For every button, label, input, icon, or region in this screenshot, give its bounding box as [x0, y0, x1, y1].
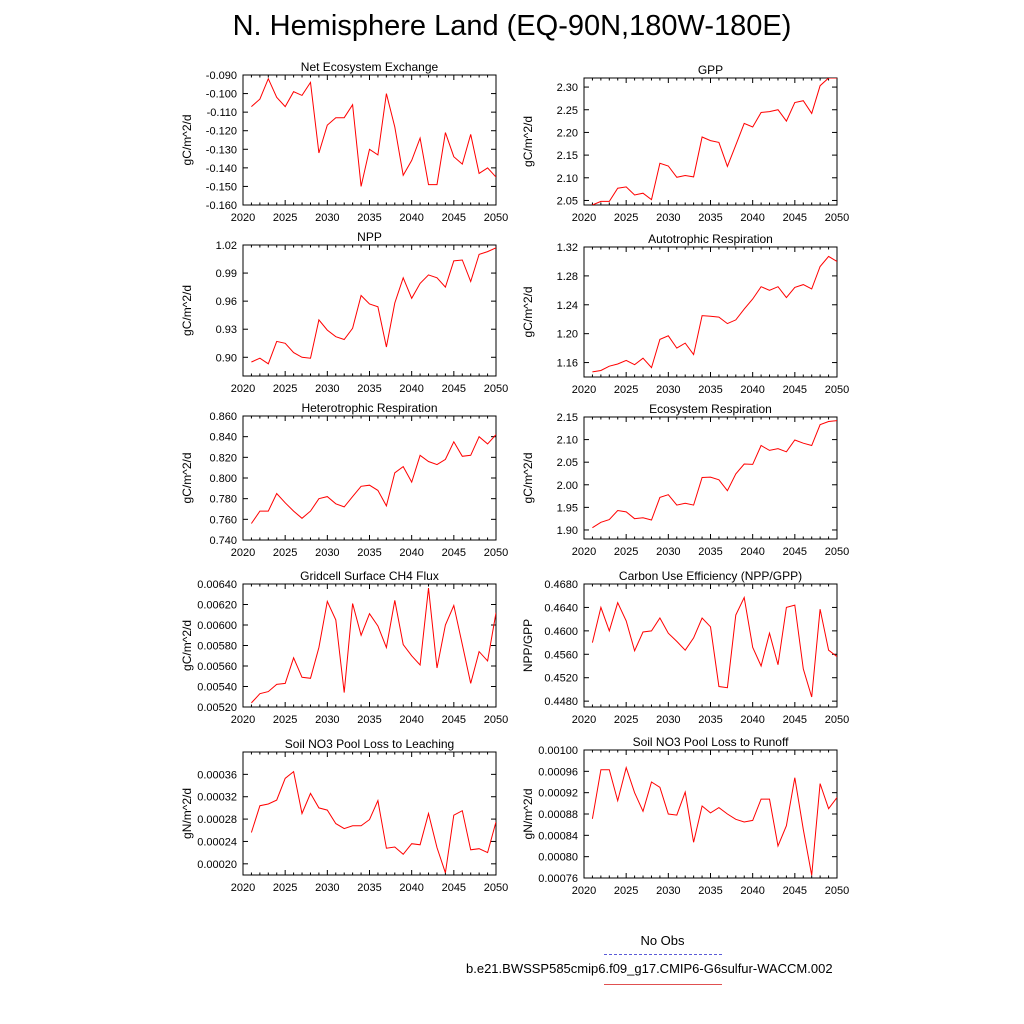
panel-4-series-line: [592, 256, 837, 372]
panel-2-ytick-label: 2.30: [556, 82, 578, 95]
panel-1-ytick-label: -0.100: [205, 88, 237, 101]
panel-9-xtick-label: 2040: [399, 882, 424, 894]
panel-7-xtick-label: 2050: [483, 714, 509, 726]
panel-7-xtick-label: 2040: [399, 714, 424, 726]
panel-3-ytick-label: 0.96: [215, 296, 237, 309]
panel-10-ylabel: gN/m^2/d: [521, 788, 535, 840]
panel-9-xtick-label: 2050: [483, 882, 509, 894]
panel-2-ylabel: gC/m^2/d: [521, 116, 535, 167]
panel-3-title: NPP: [357, 230, 382, 244]
panel-2-ytick-label: 2.20: [556, 127, 578, 140]
panel-7-xtick-label: 2035: [357, 714, 382, 726]
panel-9-ytick-label: 0.00020: [197, 858, 237, 871]
panel-5: [180, 401, 508, 559]
panel-8-xtick-label: 2045: [782, 714, 808, 726]
panel-6-xtick-label: 2050: [824, 546, 850, 558]
panel-10-xtick-label: 2050: [824, 885, 850, 897]
panel-10-xtick-label: 2040: [740, 885, 765, 897]
panel-3-xtick-label: 2035: [357, 383, 382, 395]
panel-8-title: Carbon Use Efficiency (NPP/GPP): [618, 569, 803, 583]
panel-2-ytick-label: 2.25: [556, 104, 578, 117]
panel-8-ytick-label: 0.4520: [544, 672, 578, 685]
panel-8-ytick-label: 0.4640: [544, 602, 578, 615]
panel-2-xtick-label: 2050: [824, 212, 850, 224]
panel-2-ytick-label: 2.10: [556, 172, 578, 185]
panel-7-xtick-label: 2025: [272, 714, 298, 726]
panel-4-ytick-label: 1.24: [556, 299, 578, 312]
panel-10-xtick-label: 2020: [571, 885, 597, 897]
panel-9-xtick-label: 2020: [230, 882, 256, 894]
panel-7-frame: [243, 584, 496, 707]
panel-7-ytick-label: 0.00600: [197, 620, 237, 632]
panel-3-xtick-label: 2030: [315, 383, 340, 395]
panel-2-xtick-label: 2025: [613, 212, 639, 224]
panel-7-ytick-label: 0.00520: [197, 702, 237, 714]
panel-6-xtick-label: 2045: [782, 546, 808, 558]
panel-5-title: Heterotrophic Respiration: [301, 401, 438, 415]
panel-4-xtick-label: 2035: [698, 384, 723, 396]
panel-4-xtick-label: 2040: [740, 384, 765, 396]
panel-8-ytick-label: 0.4560: [544, 649, 578, 662]
panel-10-series-line: [592, 768, 837, 876]
panel-1-ytick-label: -0.150: [205, 181, 237, 194]
panel-2-ytick-label: 2.15: [556, 150, 578, 163]
panel-6-ylabel: gC/m^2/d: [521, 452, 535, 504]
panel-2-title: GPP: [697, 63, 724, 77]
legend-obs-label: No Obs: [640, 933, 685, 948]
panel-6-xtick-label: 2035: [698, 546, 723, 558]
panel-1-xtick-label: 2020: [230, 212, 256, 224]
panel-5-xtick-label: 2035: [357, 547, 382, 559]
panel-8-xtick-label: 2020: [571, 714, 597, 726]
panel-2-series-line: [592, 78, 837, 205]
panel-10: [521, 735, 849, 897]
panel-3-ylabel: gC/m^2/d: [180, 285, 194, 336]
panel-5-ylabel: gC/m^2/d: [180, 452, 194, 504]
panel-7-xtick-label: 2045: [441, 714, 467, 726]
panel-9-series-line: [251, 772, 496, 873]
panel-8-ylabel: NPP/GPP: [521, 618, 535, 673]
panel-5-xtick-label: 2050: [483, 547, 509, 559]
panel-6-ytick-label: 2.10: [556, 434, 578, 447]
panel-10-xtick-label: 2025: [613, 885, 639, 897]
panel-9-xtick-label: 2045: [441, 882, 467, 894]
panel-3-xtick-label: 2025: [272, 383, 298, 395]
panel-1-xtick-label: 2035: [357, 212, 382, 224]
panel-6-xtick-label: 2030: [656, 546, 681, 558]
panel-1-xtick-label: 2045: [441, 212, 467, 224]
panel-5-ytick-label: 0.760: [209, 514, 237, 527]
panel-7-series-line: [251, 588, 496, 703]
panel-8-series-line: [592, 598, 837, 698]
panel-9-xtick-label: 2025: [272, 882, 298, 894]
panel-10-ytick-label: 0.00088: [538, 809, 578, 821]
legend-case-line: [604, 984, 722, 985]
panel-8-xtick-label: 2025: [613, 714, 639, 726]
panel-2-xtick-label: 2045: [782, 212, 808, 224]
panel-10-ytick-label: 0.00092: [538, 787, 578, 800]
panel-6-xtick-label: 2025: [613, 546, 639, 558]
legend-case-label: b.e21.BWSSP585cmip6.f09_g17.CMIP6-G6sulfur-WACCM.002: [466, 961, 833, 976]
panel-4-ytick-label: 1.28: [556, 270, 578, 283]
panel-5-xtick-label: 2030: [315, 547, 340, 559]
panel-10-ytick-label: 0.00076: [538, 873, 578, 885]
panel-3-ytick-label: 0.93: [215, 324, 237, 337]
panel-9-ytick-label: 0.00028: [197, 814, 237, 827]
panel-6-ytick-label: 1.95: [556, 502, 578, 515]
panel-4: [521, 232, 849, 396]
panel-2-xtick-label: 2020: [571, 212, 597, 224]
panel-5-ytick-label: 0.860: [209, 411, 237, 423]
panel-9-ylabel: gN/m^2/d: [180, 788, 194, 839]
panel-5-xtick-label: 2025: [272, 547, 298, 559]
panel-6: [521, 402, 849, 558]
panel-5-ytick-label: 0.820: [209, 452, 237, 465]
panel-4-title: Autotrophic Respiration: [648, 232, 773, 246]
panel-3-xtick-label: 2020: [230, 383, 256, 395]
panel-6-xtick-label: 2040: [740, 546, 765, 558]
panel-4-ytick-label: 1.32: [556, 242, 578, 254]
panel-1-title: Net Ecosystem Exchange: [300, 60, 439, 74]
panel-1-xtick-label: 2030: [315, 212, 340, 224]
panel-8-ytick-label: 0.4680: [544, 579, 578, 591]
panel-10-ytick-label: 0.00096: [538, 766, 578, 779]
panel-4-ylabel: gC/m^2/d: [521, 286, 535, 338]
panel-3-xtick-label: 2050: [483, 383, 509, 395]
panel-1-ytick-label: -0.160: [205, 200, 237, 212]
panel-1-ytick-label: -0.090: [205, 70, 237, 82]
panel-3-ytick-label: 0.99: [215, 268, 237, 281]
panel-3-ytick-label: 0.90: [215, 352, 237, 365]
panel-1-ytick-label: -0.130: [205, 144, 237, 157]
panel-3-ytick-label: 1.02: [215, 240, 237, 252]
panel-5-ytick-label: 0.800: [209, 473, 237, 485]
panel-10-frame: [584, 750, 837, 878]
panel-5-ytick-label: 0.840: [209, 431, 237, 444]
panel-7-ylabel: gC/m^2/d: [180, 620, 194, 671]
panel-9: [180, 737, 508, 894]
panel-4-xtick-label: 2030: [656, 384, 681, 396]
panel-7-xtick-label: 2030: [315, 714, 340, 726]
panel-2-ytick-label: 2.05: [556, 195, 578, 208]
panel-7-ytick-label: 0.00640: [197, 579, 237, 591]
panel-5-xtick-label: 2040: [399, 547, 424, 559]
panel-7-ytick-label: 0.00540: [197, 681, 237, 694]
panel-5-ytick-label: 0.740: [209, 535, 237, 547]
panel-5-frame: [243, 416, 496, 540]
panel-10-ytick-label: 0.00080: [538, 851, 578, 864]
panel-8-xtick-label: 2035: [698, 714, 723, 726]
panel-10-ytick-label: 0.00084: [538, 830, 578, 843]
panel-6-title: Ecosystem Respiration: [649, 402, 772, 416]
panel-1: [180, 60, 508, 224]
panel-6-ytick-label: 2.05: [556, 457, 578, 470]
panel-10-xtick-label: 2030: [656, 885, 681, 897]
panel-8-xtick-label: 2030: [656, 714, 681, 726]
panel-5-xtick-label: 2045: [441, 547, 467, 559]
panel-4-ytick-label: 1.20: [556, 328, 578, 341]
panel-2-frame: [584, 78, 837, 205]
panel-3-series-line: [251, 248, 496, 364]
panel-4-xtick-label: 2020: [571, 384, 597, 396]
panel-10-xtick-label: 2045: [782, 885, 808, 897]
panel-10-title: Soil NO3 Pool Loss to Runoff: [632, 735, 789, 749]
panel-4-xtick-label: 2025: [613, 384, 639, 396]
panel-2: [521, 63, 849, 224]
panel-2-xtick-label: 2040: [740, 212, 765, 224]
panel-6-ytick-label: 2.00: [556, 479, 578, 492]
panel-4-frame: [584, 247, 837, 377]
legend-obs-line: [604, 954, 722, 955]
panel-1-xtick-label: 2050: [483, 212, 509, 224]
panel-3: [180, 230, 508, 395]
panel-7-title: Gridcell Surface CH4 Flux: [300, 569, 439, 583]
panel-8: [521, 569, 849, 726]
panel-9-ytick-label: 0.00036: [197, 769, 237, 782]
panel-5-series-line: [251, 435, 496, 524]
panel-9-ytick-label: 0.00032: [197, 791, 237, 804]
panel-7-ytick-label: 0.00620: [197, 599, 237, 612]
panel-6-xtick-label: 2020: [571, 546, 597, 558]
panel-8-ytick-label: 0.4480: [544, 696, 578, 709]
panel-2-xtick-label: 2035: [698, 212, 723, 224]
panel-8-xtick-label: 2050: [824, 714, 850, 726]
panel-10-ytick-label: 0.00100: [538, 745, 578, 757]
panel-9-ytick-label: 0.00024: [197, 836, 237, 849]
panel-1-ytick-label: -0.110: [206, 107, 237, 120]
panel-9-xtick-label: 2035: [357, 882, 382, 894]
panel-8-frame: [584, 584, 837, 707]
panel-10-xtick-label: 2035: [698, 885, 723, 897]
figure-title: N. Hemisphere Land (EQ-90N,180W-180E): [232, 10, 792, 42]
panel-9-title: Soil NO3 Pool Loss to Leaching: [284, 737, 455, 751]
panel-1-ylabel: gC/m^2/d: [180, 114, 194, 166]
panel-6-frame: [584, 417, 837, 539]
panel-5-xtick-label: 2020: [230, 547, 256, 559]
panel-8-ytick-label: 0.4600: [544, 625, 578, 638]
panel-3-xtick-label: 2045: [441, 383, 467, 395]
panel-6-ytick-label: 1.90: [556, 524, 578, 537]
panel-1-xtick-label: 2025: [272, 212, 298, 224]
panel-8-xtick-label: 2040: [740, 714, 765, 726]
panel-5-ytick-label: 0.780: [209, 493, 237, 506]
panel-3-xtick-label: 2040: [399, 383, 424, 395]
panel-1-xtick-label: 2040: [399, 212, 424, 224]
panel-2-xtick-label: 2030: [656, 212, 681, 224]
panel-4-xtick-label: 2045: [782, 384, 808, 396]
panel-9-xtick-label: 2030: [315, 882, 340, 894]
panel-3-frame: [243, 245, 496, 376]
panel-4-xtick-label: 2050: [824, 384, 850, 396]
panel-7-ytick-label: 0.00580: [197, 640, 237, 653]
panel-1-series-line: [251, 79, 496, 187]
panel-1-frame: [243, 75, 496, 205]
panel-7-ytick-label: 0.00560: [197, 661, 237, 673]
panel-4-ytick-label: 1.16: [556, 357, 578, 370]
panel-6-series-line: [592, 421, 837, 528]
panel-1-ytick-label: -0.120: [205, 125, 237, 138]
panel-1-ytick-label: -0.140: [205, 162, 237, 175]
panel-7-xtick-label: 2020: [230, 714, 256, 726]
panel-7: [180, 569, 508, 726]
panel-6-ytick-label: 2.15: [556, 412, 578, 424]
